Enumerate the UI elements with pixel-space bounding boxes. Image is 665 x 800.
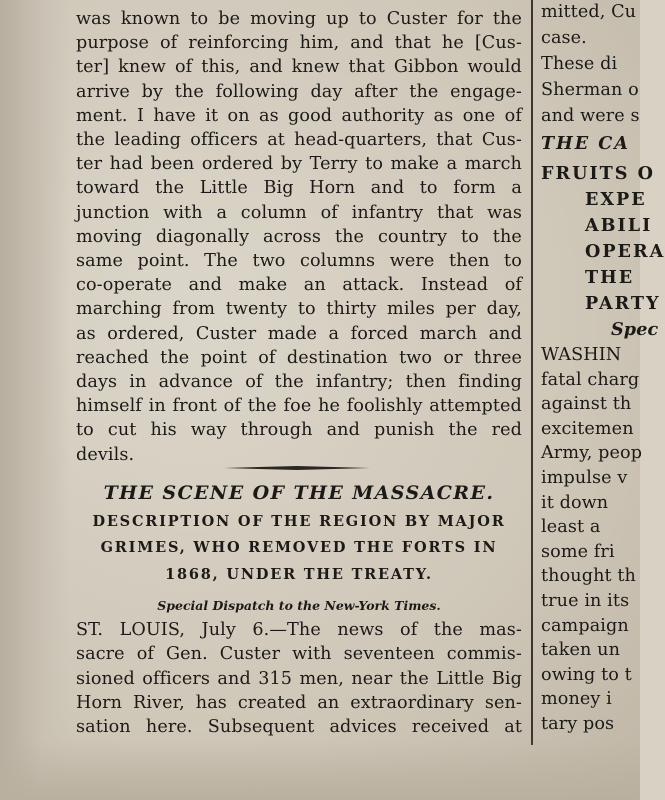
main-top-line: co-operate and make an attack. Instead of bbox=[76, 275, 522, 296]
right-bottom-line: WASHIN bbox=[541, 345, 622, 365]
main-top-line: junction with a column of infantry that was bbox=[76, 202, 522, 223]
right-bottom-line: Army, peop bbox=[541, 443, 643, 464]
main-top-line: devils. bbox=[76, 444, 135, 465]
subhead-line-2: GRIMES, WHO REMOVED THE FORTS IN bbox=[100, 539, 498, 556]
massacre-headline: THE SCENE OF THE MASSACRE. bbox=[103, 482, 495, 504]
main-bottom-line: ST. LOUIS, July 6.—The news of the mas- bbox=[76, 620, 522, 640]
right-top-line: and were s bbox=[541, 106, 640, 126]
main-top-line: to cut his way through and punish the red bbox=[76, 420, 522, 441]
right-top-line: These di bbox=[541, 54, 618, 74]
main-bottom-line: sioned officers and 315 men, near the Little Big bbox=[76, 668, 522, 689]
right-subs-line: ABILI bbox=[585, 215, 653, 236]
main-top-line: himself in front of the foe he foolishly attempted bbox=[76, 396, 522, 417]
right-bottom-line: money i bbox=[541, 689, 612, 710]
right-bottom-line: some fri bbox=[541, 541, 615, 562]
subhead-line-1: DESCRIPTION OF THE REGION BY MAJOR bbox=[92, 513, 506, 530]
main-top-line: ter had been ordered by Terry to make a march bbox=[76, 154, 522, 175]
main-bottom-line: Horn River, has created an extraordinary sen- bbox=[76, 692, 522, 713]
right-top-line: Sherman o bbox=[541, 80, 639, 100]
right-subs-line: THE bbox=[585, 267, 635, 288]
right-top-line: mitted, Cu bbox=[541, 2, 637, 22]
main-top-line: reached the point of destination two or three bbox=[76, 347, 522, 368]
right-bottom-line: tary pos bbox=[541, 714, 615, 734]
main-top-line: ter] knew of this, and knew that Gibbon would bbox=[76, 57, 522, 78]
main-top-line: marching from twenty to thirty miles per day, bbox=[76, 299, 522, 320]
main-top-line: days in advance of the infantry; then finding bbox=[76, 372, 522, 392]
right-subs-line: OPERA bbox=[585, 241, 665, 262]
main-top-line: ment. I have it on as good authority as one of bbox=[76, 105, 522, 126]
page-fold-shadow bbox=[0, 0, 70, 800]
main-top-line: toward the Little Big Horn and to form a bbox=[76, 178, 522, 199]
right-bottom-line: owing to t bbox=[541, 664, 632, 685]
right-bottom-line: fatal charg bbox=[541, 369, 640, 390]
adjacent-article-column bbox=[541, 0, 665, 760]
right-bottom-line: true in its bbox=[541, 591, 630, 611]
right-subs-line: PARTY bbox=[585, 293, 661, 314]
main-top-line: was known to be moving up to Custer for the bbox=[76, 9, 522, 29]
right-bottom-line: excitemen bbox=[541, 418, 634, 439]
main-top-line: same point. The two columns were then to bbox=[76, 251, 522, 271]
main-top-line: the leading officers at head-quarters, that Cus- bbox=[76, 130, 522, 150]
right-bottom-line: thought th bbox=[541, 566, 636, 587]
main-bottom-line: sation here. Subsequent advices received at bbox=[76, 717, 522, 738]
right-bottom-line: least a bbox=[541, 517, 601, 538]
right-bottom-line: campaign bbox=[541, 615, 629, 636]
subhead-line-3: 1868, UNDER THE TREATY. bbox=[165, 566, 433, 583]
right-bottom-line: against th bbox=[541, 394, 632, 415]
right-bottom-line: impulse v bbox=[541, 468, 628, 488]
main-top-line: arrive by the following day after the engage- bbox=[76, 81, 522, 102]
adjacent-dispatch-credit: Spec bbox=[611, 319, 659, 340]
main-top-line: moving diagonally across the country to the bbox=[76, 226, 522, 247]
main-top-line: as ordered, Custer made a forced march and bbox=[76, 323, 522, 344]
main-bottom-line: sacre of Gen. Custer with seventeen commis- bbox=[76, 644, 522, 665]
right-subs-line: FRUITS O bbox=[541, 163, 655, 184]
section-divider-rule bbox=[224, 466, 370, 470]
main-top-line: purpose of reinforcing him, and that he [Cus- bbox=[76, 33, 522, 54]
right-bottom-line: taken un bbox=[541, 640, 621, 661]
right-subs-line: EXPE bbox=[585, 189, 647, 210]
bottom-edge-shadow bbox=[0, 740, 640, 800]
right-top-line: case. bbox=[541, 28, 587, 48]
right-bottom-line: it down bbox=[541, 492, 609, 513]
column-rule bbox=[531, 0, 533, 745]
adjacent-headline: THE CA bbox=[541, 133, 630, 154]
dispatch-credit: Special Dispatch to the New-York Times. bbox=[157, 598, 441, 613]
